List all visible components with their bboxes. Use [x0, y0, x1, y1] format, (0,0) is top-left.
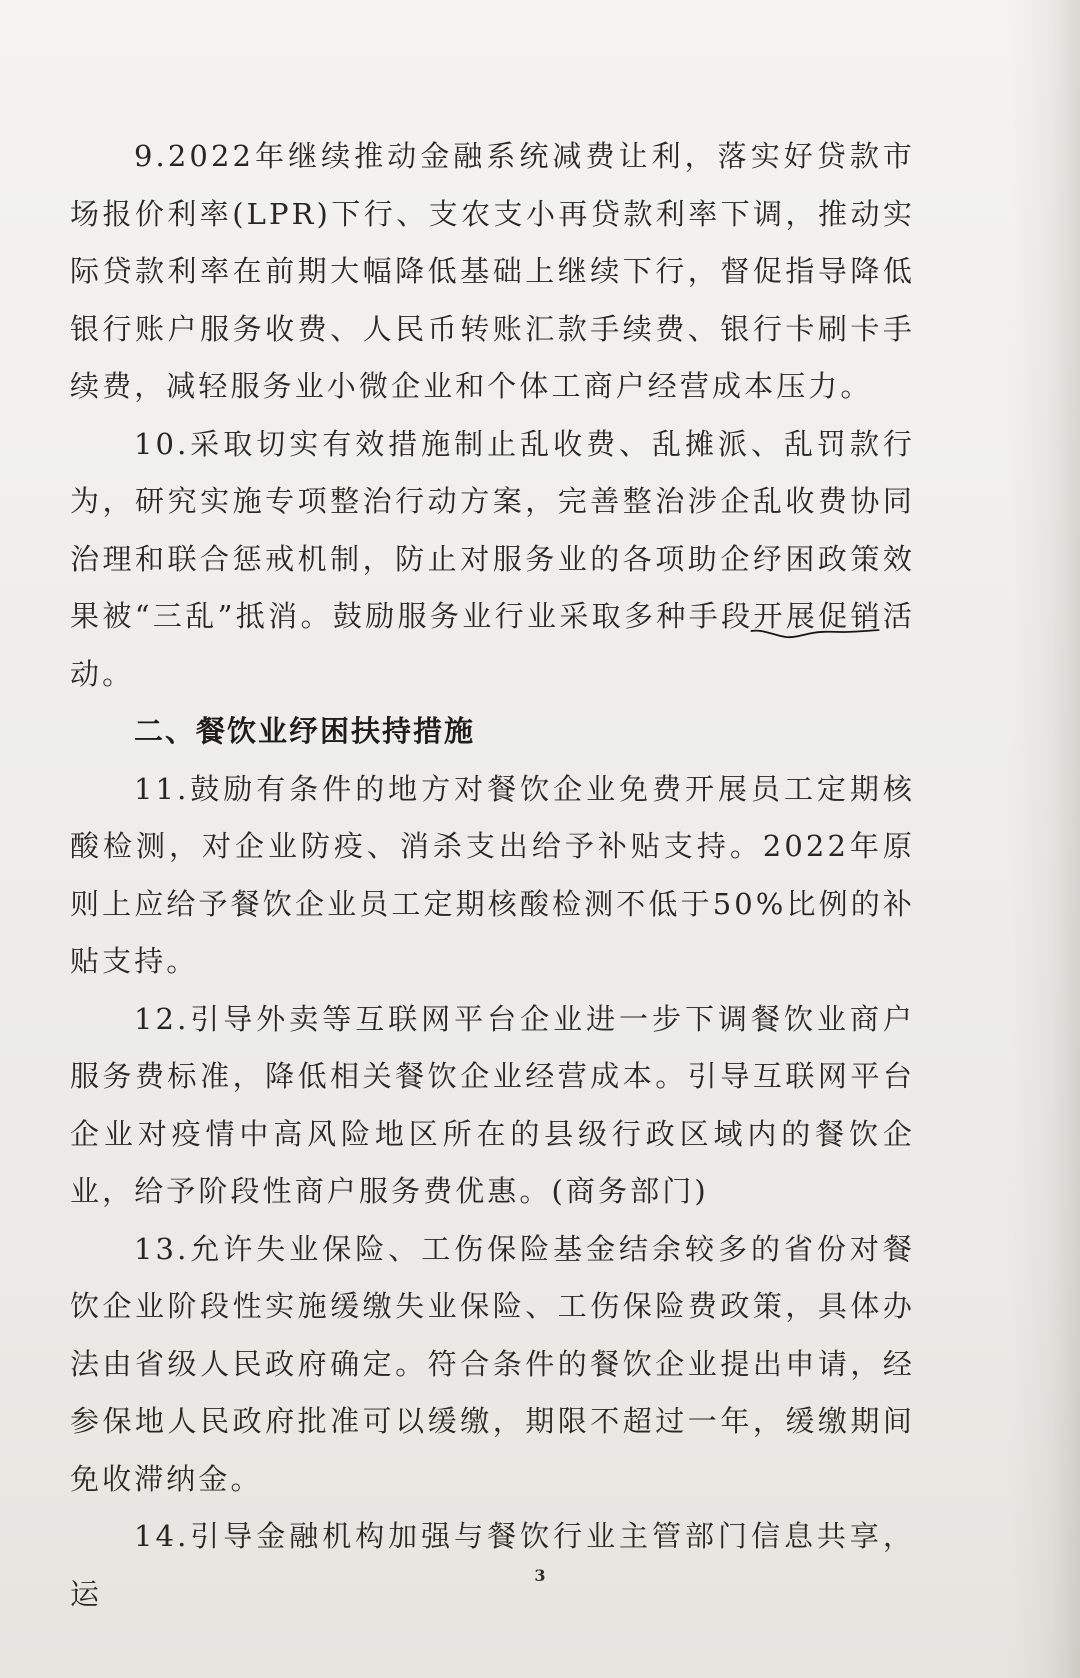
handwritten-underline-mark: [749, 623, 881, 643]
paragraph-10: [70, 416, 915, 704]
paragraph-12: 12.引导外卖等互联网平台企业进一步下调餐饮业商户服务费标准，降低相关餐饮企业经营成本。引导互联网平台企业对疫情中高风险地区所在的县级行政区域内的餐饮企业，给予阶段性商户服务费优惠。(商务部门): [70, 1001, 915, 1208]
paragraph-14: 14.引导金融机构加强与餐饮行业主管部门信息共享，运: [70, 1519, 915, 1611]
document-body: [70, 128, 915, 1623]
paragraph-10-text: 10.采取切实有效措施制止乱收费、乱摊派、乱罚款行为，研究实施专项整治行动方案，完善整治涉企乱收费协同治理和联合惩戒机制，防止对服务业的各项助企纾困政策效果被“三乱”抵消。鼓励服务业行业采取多种手段: [70, 426, 915, 633]
paragraph-9: 9.2022年继续推动金融系统减费让利，落实好贷款市场报价利率(LPR)下行、支农支小再贷款利率下调，推动实际贷款利率在前期大幅降低基础上继续下行，督促指导降低银行账户服务收费、人民币转账汇款手续费、银行卡刷卡手续费，减轻服务业小微企业和个体工商户经营成本压力。: [70, 139, 915, 403]
handwritten-underlined-text: 开展促销: [753, 599, 882, 633]
page-number: 3: [534, 1566, 546, 1585]
paragraph-11: 11.鼓励有条件的地方对餐饮企业免费开展员工定期核酸检测，对企业防疫、消杀支出给予补贴支持。2022年原则上应给予餐饮企业员工定期核酸检测不低于50%比例的补贴支持。: [70, 771, 915, 978]
paragraph-13: 13.允许失业保险、工伤保险基金结余较多的省份对餐饮企业阶段性实施缓缴失业保险、工伤保险费政策，具体办法由省级人民政府确定。符合条件的餐饮企业提出申请，经参保地人民政府批准可以缓缴，期限不超过一年，缓缴期间免收滞纳金。: [70, 1231, 915, 1496]
section-heading: 二、餐饮业纾困扶持措施: [134, 714, 476, 748]
paragraph-10-tail: 活动。: [70, 599, 915, 691]
